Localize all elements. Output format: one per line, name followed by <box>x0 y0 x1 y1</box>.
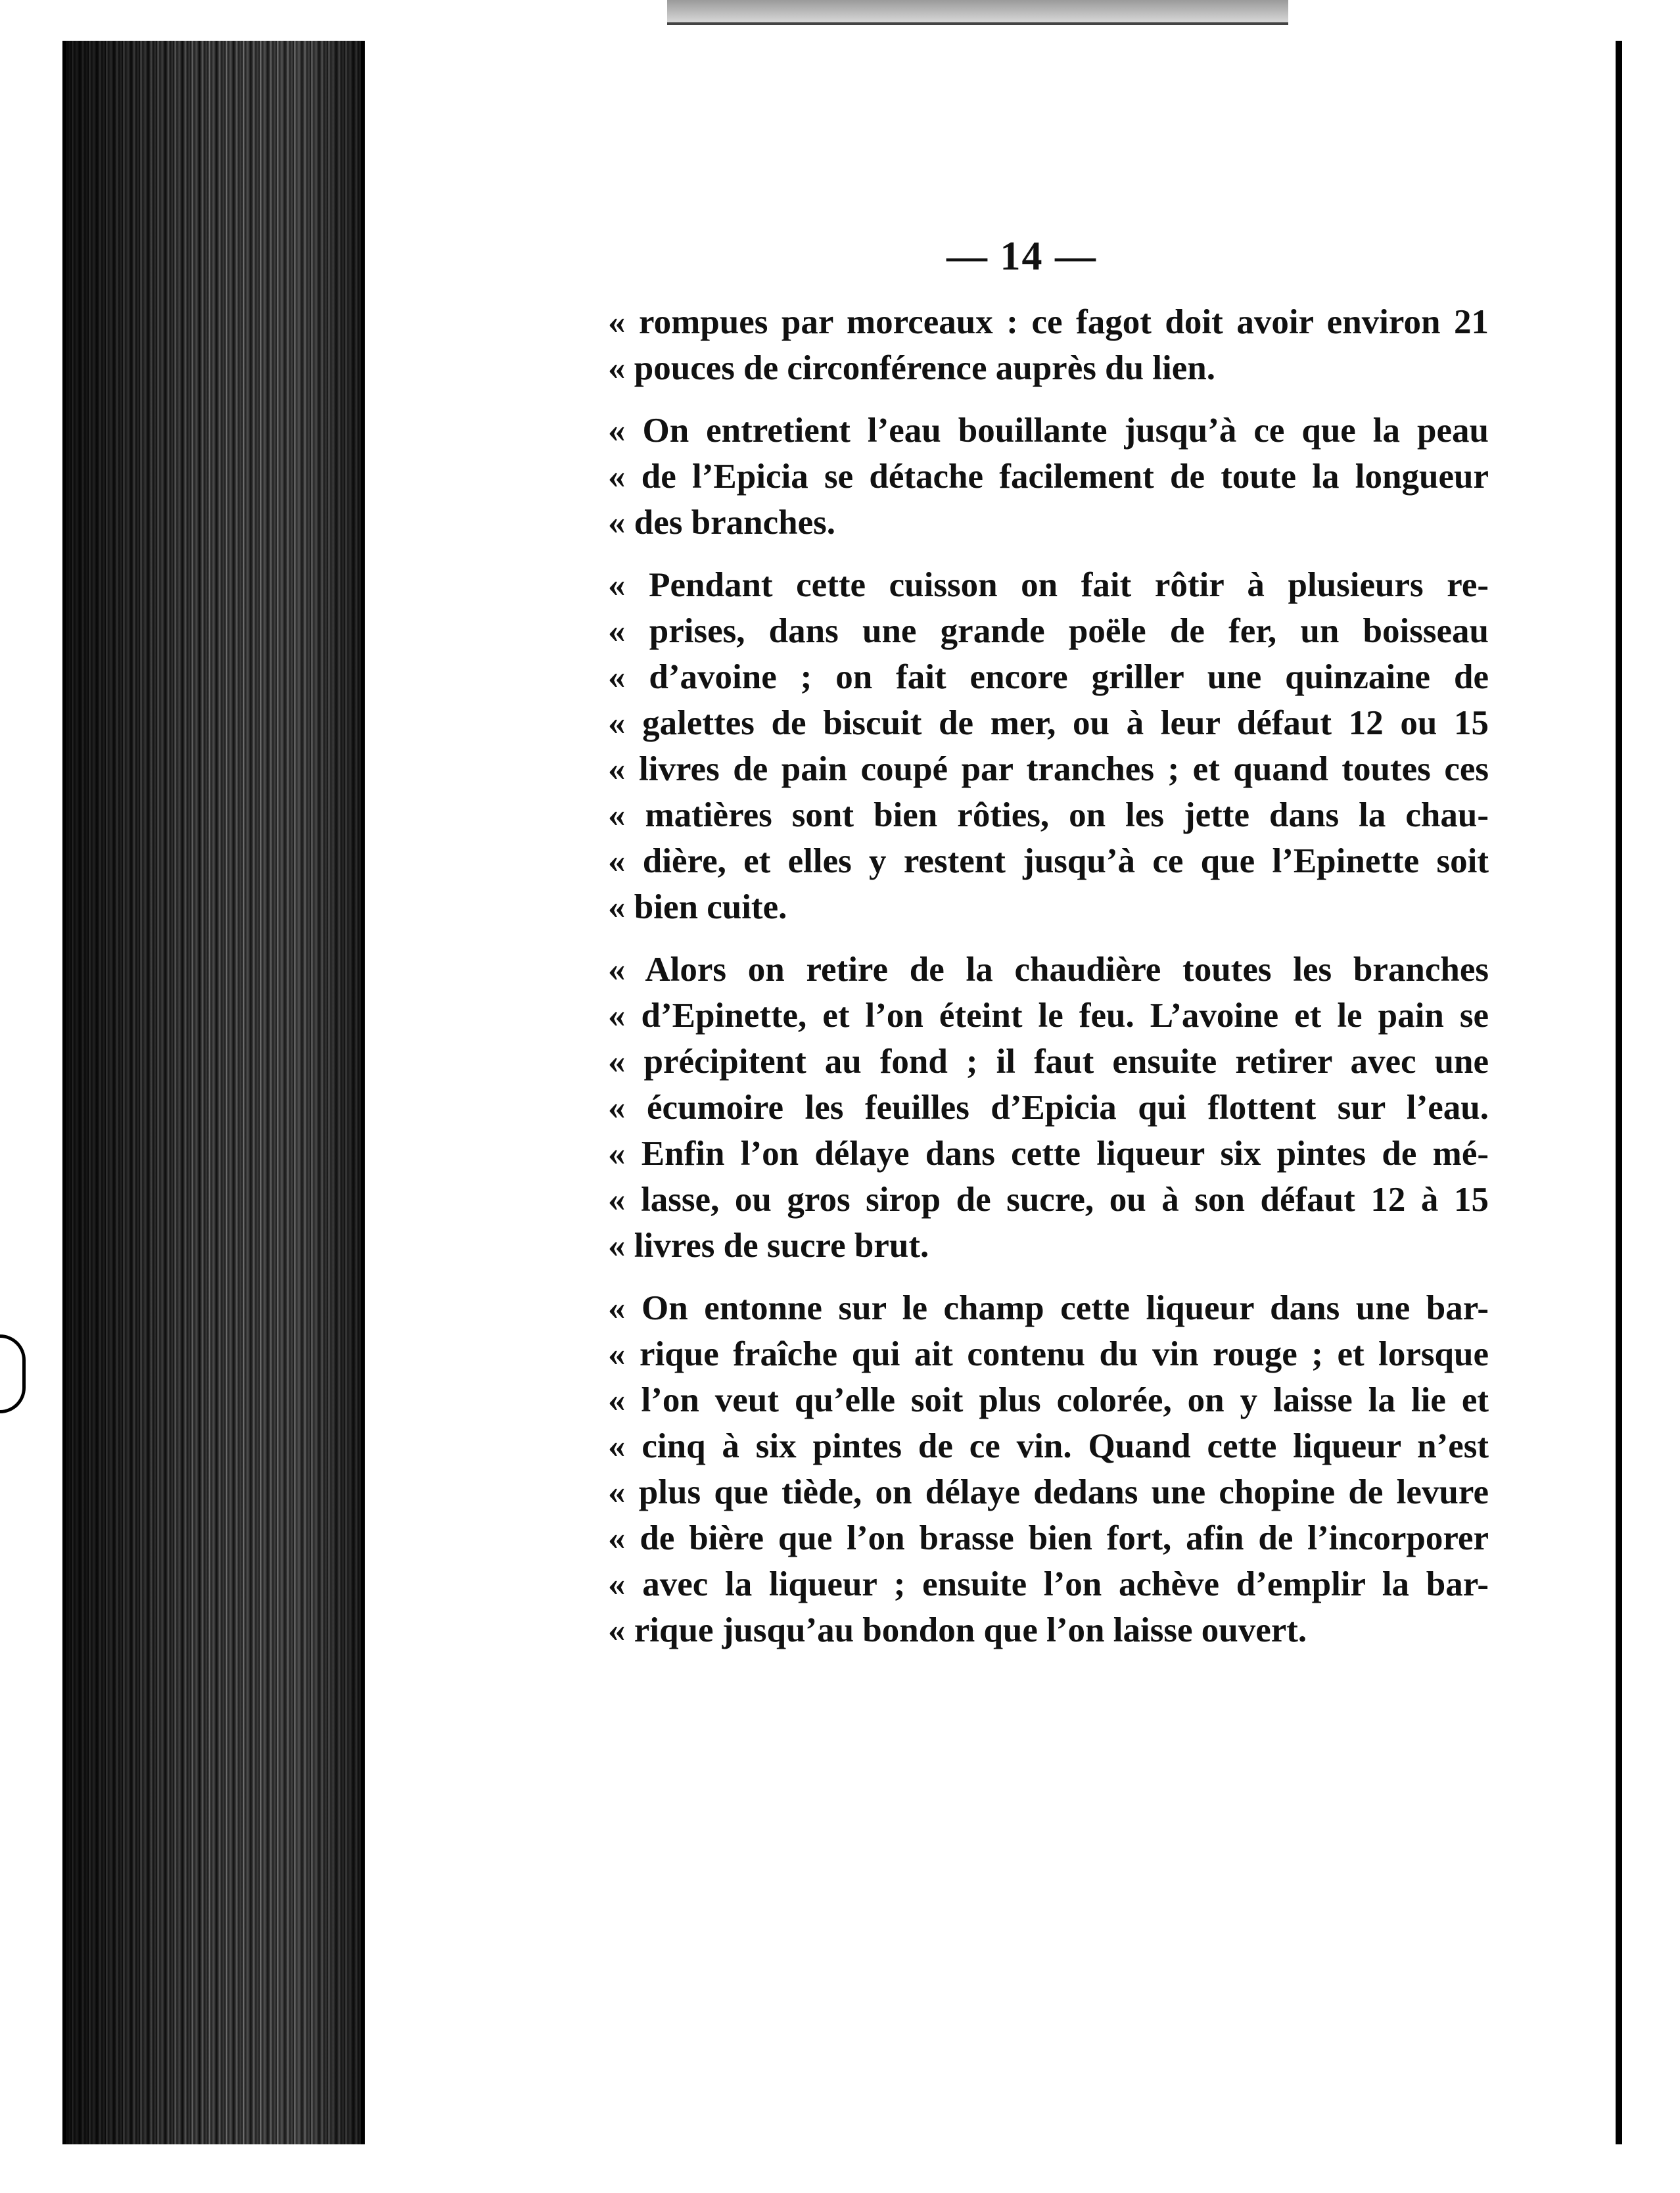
text-line: « Enfin l’on délaye dans cette liqueur six pintes de mé- <box>608 1135 1489 1173</box>
text-line: « On entonne sur le champ cette liqueur dans une bar- <box>608 1289 1489 1327</box>
paragraph <box>608 299 1489 391</box>
text-line: « avec la liqueur ; ensuite l’on achève d’emplir la bar- <box>608 1565 1489 1603</box>
text-line: « livres de sucre brut. <box>608 1227 929 1265</box>
text-line: « galettes de biscuit de mer, ou à leur défaut 12 ou 15 <box>608 704 1489 742</box>
left-margin-mark <box>0 1334 26 1413</box>
text-line: « pouces de circonférence auprès du lien. <box>608 349 1216 387</box>
text-line: « Pendant cette cuisson on fait rôtir à plusieurs re- <box>608 566 1489 604</box>
text-line: « rique fraîche qui ait contenu du vin rouge ; et lorsque <box>608 1335 1489 1373</box>
text-line: « écumoire les feuilles d’Epicia qui flottent sur l’eau. <box>608 1089 1489 1127</box>
book-edge-left-line <box>62 41 66 2144</box>
text-line: « plus que tiède, on délaye dedans une chopine de levure <box>608 1473 1489 1511</box>
text-line: « livres de pain coupé par tranches ; et quand toutes ces <box>608 750 1489 788</box>
book-page-edges <box>62 41 365 2144</box>
text-line: « dière, et elles y restent jusqu’à ce que l’Epinette soit <box>608 842 1489 880</box>
text-line: « d’avoine ; on fait encore griller une quinzaine de <box>608 658 1489 696</box>
text-line: « On entretient l’eau bouillante jusqu’à ce que la peau <box>608 412 1489 450</box>
text-line: « Alors on retire de la chaudière toutes les branches <box>608 951 1489 989</box>
text-line: « d’Epinette, et l’on éteint le feu. L’avoine et le pain se <box>608 997 1489 1035</box>
text-line: « précipitent au fond ; il faut ensuite retirer avec une <box>608 1043 1489 1081</box>
page-right-border <box>1616 41 1622 2144</box>
text-line: « prises, dans une grande poële de fer, un boisseau <box>608 612 1489 650</box>
paragraph <box>608 562 1489 930</box>
text-line: « de l’Epicia se détache facilement de toute la longueur <box>608 458 1489 496</box>
text-line: « cinq à six pintes de ce vin. Quand cette liqueur n’est <box>608 1427 1489 1465</box>
paragraph <box>608 947 1489 1269</box>
text-line: « l’on veut qu’elle soit plus colorée, on y laisse la lie et <box>608 1381 1489 1419</box>
paragraph <box>608 408 1489 546</box>
text-line: « rique jusqu’au bondon que l’on laisse ouvert. <box>608 1611 1307 1649</box>
text-line: « rompues par morceaux : ce fagot doit avoir environ 21 <box>608 303 1489 341</box>
text-line: « matières sont bien rôties, on les jette dans la chau- <box>608 796 1489 834</box>
scanner-top-strip <box>667 0 1288 25</box>
page-number: — 14 — <box>946 234 1097 279</box>
text-line: « de bière que l’on brasse bien fort, afin de l’incorporer <box>608 1519 1489 1557</box>
text-line: « bien cuite. <box>608 888 787 926</box>
page-text <box>608 299 1489 1670</box>
text-line: « lasse, ou gros sirop de sucre, ou à son défaut 12 à 15 <box>608 1181 1489 1219</box>
text-line: « des branches. <box>608 504 836 542</box>
paragraph <box>608 1285 1489 1653</box>
